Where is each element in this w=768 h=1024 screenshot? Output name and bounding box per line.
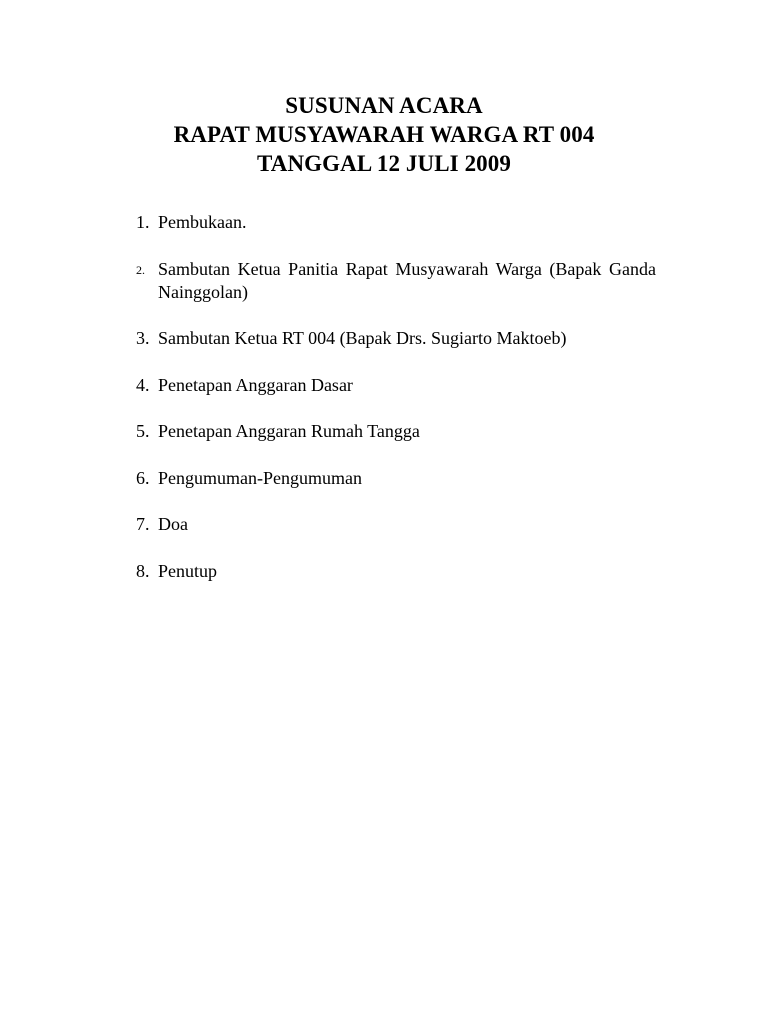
title-line-2: RAPAT MUSYAWARAH WARGA RT 004 (173, 122, 595, 147)
agenda-item-number: 2. (136, 262, 145, 277)
agenda-item-text: Penetapan Anggaran Dasar (158, 374, 353, 395)
agenda-item-text: Doa (158, 514, 188, 534)
agenda-item-text: Pembukaan. (158, 212, 247, 232)
title-block (0, 91, 768, 178)
agenda-item-number: 3. (136, 328, 150, 348)
agenda-item-text: Penetapan Anggaran Rumah Tangga (158, 421, 420, 441)
agenda-item-1 (136, 211, 656, 234)
agenda-item-number: 7. (136, 514, 150, 534)
title-line-1: SUSUNAN ACARA (285, 93, 483, 118)
agenda-item-7 (136, 513, 656, 536)
agenda-item-text: Sambutan Ketua RT 004 (Bapak Drs. Sugiarto Maktoeb) (158, 328, 567, 348)
agenda-item-number: 5. (136, 421, 150, 441)
agenda-item-5 (136, 420, 656, 443)
agenda-item-6 (136, 467, 656, 490)
title-line-3: TANGGAL 12 JULI 2009 (257, 151, 511, 176)
agenda-list (136, 211, 656, 606)
agenda-item-number: 8. (136, 560, 150, 581)
agenda-item-8 (136, 560, 656, 583)
agenda-item-3 (136, 327, 656, 350)
agenda-item-4 (136, 374, 656, 397)
agenda-item-text: Penutup (158, 560, 218, 581)
agenda-item-2 (136, 258, 656, 304)
agenda-item-number: 6. (136, 467, 150, 488)
agenda-item-text: Pengumuman-Pengumuman (158, 467, 362, 488)
agenda-item-number: 1. (136, 212, 150, 232)
agenda-item-text: Sambutan Ketua Panitia Rapat Musyawarah Warga (Bapak Ganda Nainggolan) (158, 258, 656, 302)
agenda-item-number: 4. (136, 374, 150, 395)
